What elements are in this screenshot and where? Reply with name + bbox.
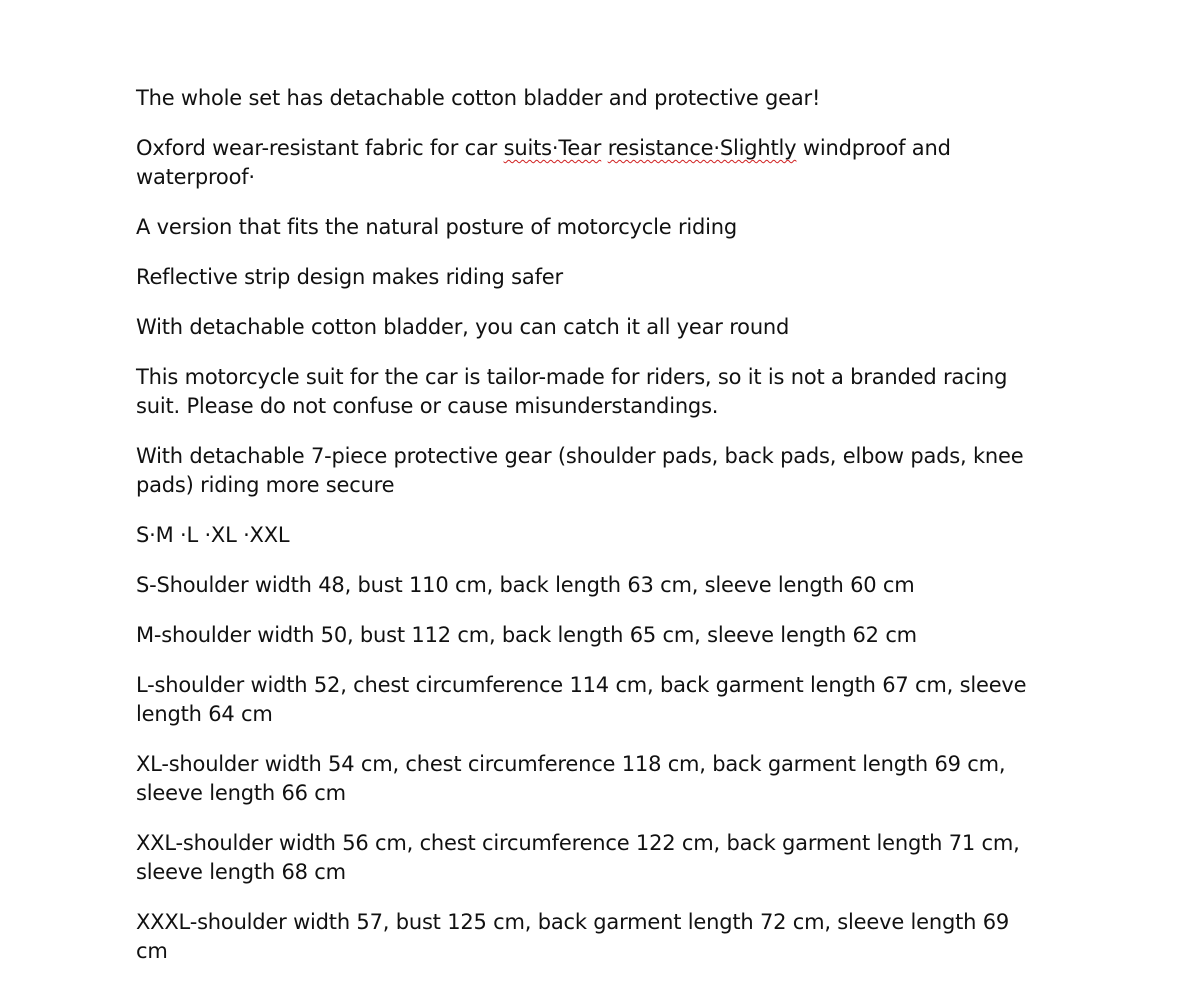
fabric-text-end: windproof and waterproof· (136, 136, 951, 189)
spellcheck-word-suits-tear: suits·Tear (503, 136, 602, 160)
size-spec-xxl: XXL-shoulder width 56 cm, chest circumference 122 cm, back garment length 71 cm, sleeve length 68 cm (136, 831, 1020, 884)
size-spec-s: S-Shoulder width 48, bust 110 cm, back length 63 cm, sleeve length 60 cm (136, 573, 915, 597)
paragraph-cotton-bladder: With detachable cotton bladder, you can catch it all year round (136, 315, 790, 339)
paragraph-intro: The whole set has detachable cotton bladder and protective gear! (136, 86, 821, 110)
size-spec-xxxl: XXXL-shoulder width 57, bust 125 cm, back garment length 72 cm, sleeve length 69 cm (136, 910, 1010, 963)
spellcheck-word-resistance-slightly: resistance·Slightly (607, 136, 797, 160)
size-spec-m: M-shoulder width 50, bust 112 cm, back length 65 cm, sleeve length 62 cm (136, 623, 917, 647)
paragraph-fabric (136, 134, 1036, 192)
document-body (136, 84, 1036, 987)
size-spec-l: L-shoulder width 52, chest circumference 114 cm, back garment length 67 cm, sleeve length 64 cm (136, 673, 1027, 726)
paragraph-tailor-made: This motorcycle suit for the car is tailor-made for riders, so it is not a branded racing suit. Please do not confuse or cause misunderstandings. (136, 365, 1008, 418)
paragraph-protective-gear: With detachable 7-piece protective gear (shoulder pads, back pads, elbow pads, knee pads) riding more secure (136, 444, 1024, 497)
fabric-text-start: Oxford wear-resistant fabric for car (136, 136, 504, 160)
size-spec-xl: XL-shoulder width 54 cm, chest circumference 118 cm, back garment length 69 cm, sleeve length 66 cm (136, 752, 1006, 805)
paragraph-posture: A version that fits the natural posture of motorcycle riding (136, 215, 738, 239)
paragraph-sizes: S·M ·L ·XL ·XXL (136, 523, 290, 547)
paragraph-reflective: Reflective strip design makes riding safer (136, 265, 563, 289)
